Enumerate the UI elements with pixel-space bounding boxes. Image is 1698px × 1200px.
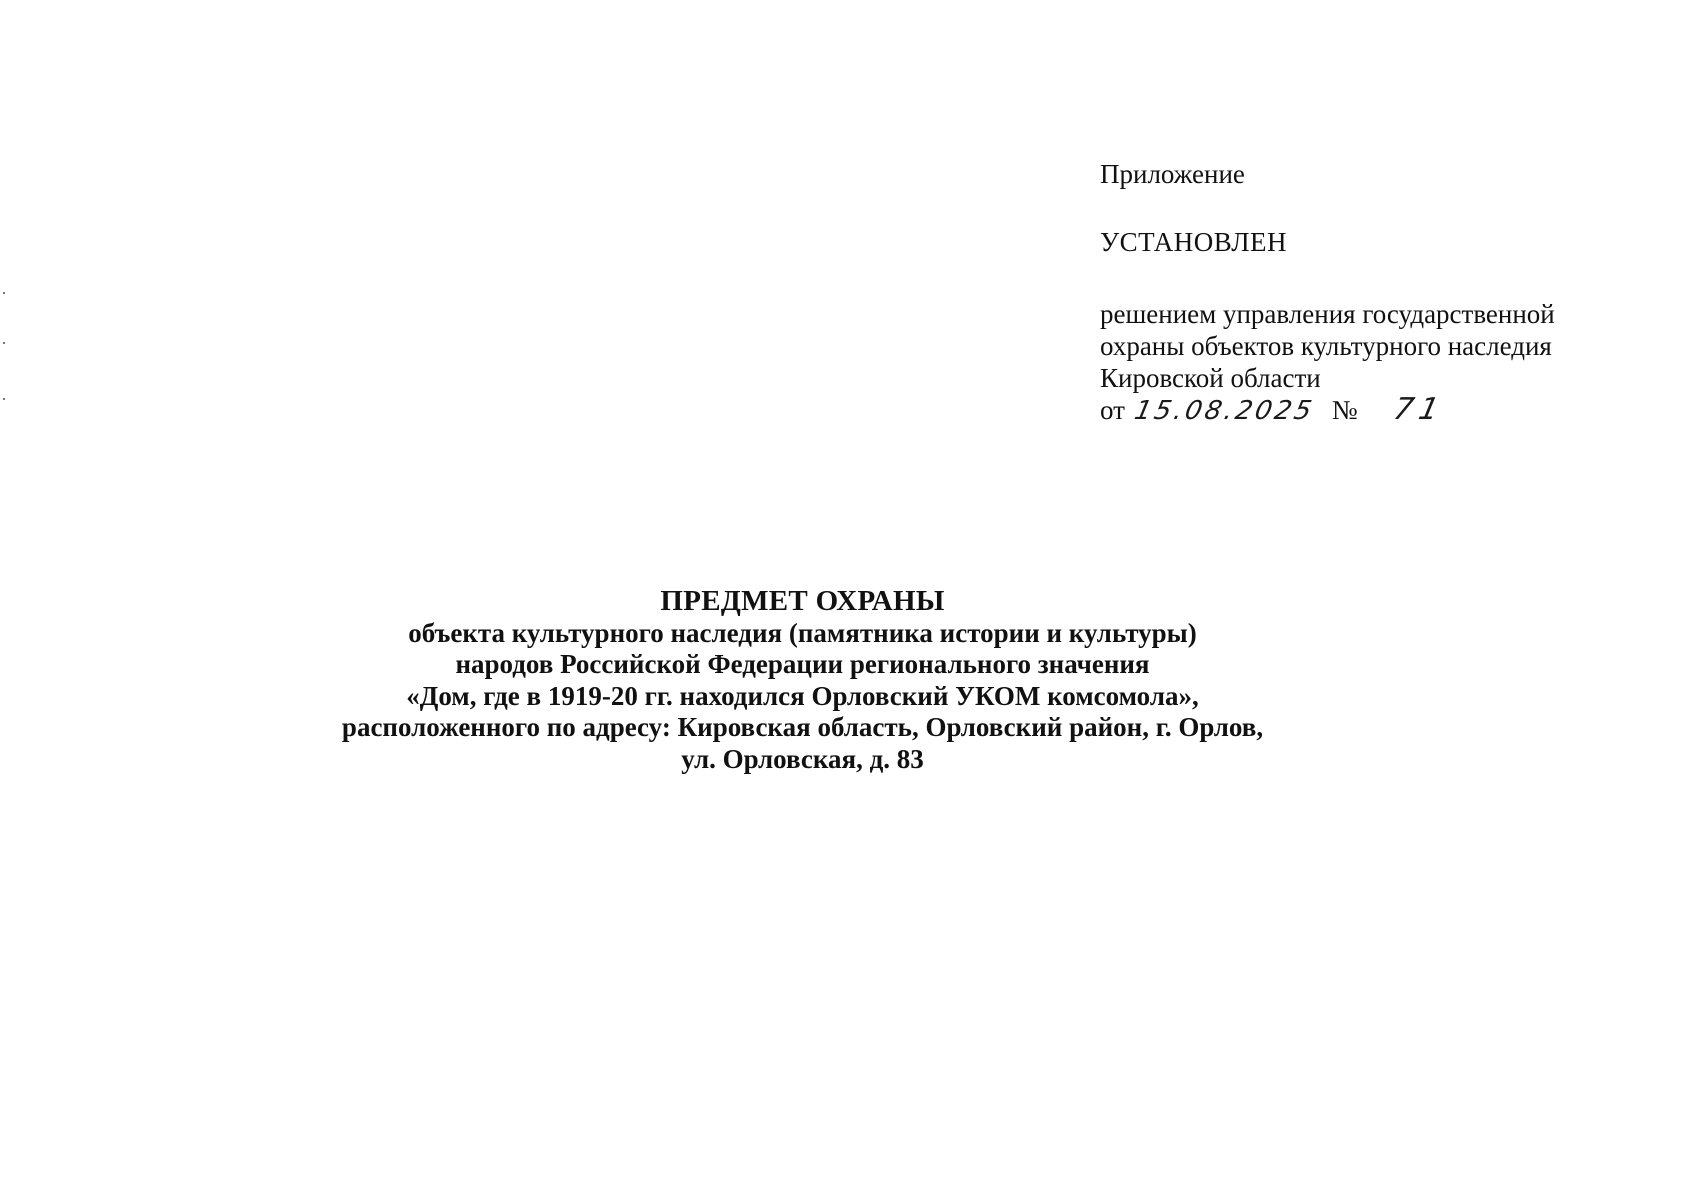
scan-artifact-dot: [3, 292, 5, 294]
title-line: «Дом, где в 1919-20 гг. находился Орловский УКОМ комсомола»,: [406, 680, 1199, 711]
authority-line: охраны объектов культурного наследия: [1100, 331, 1552, 361]
authority-line: решением управления государственной: [1100, 299, 1555, 329]
title-line: народов Российской Федерации регионального значения: [455, 649, 1150, 679]
authority-line: Кировской области: [1100, 363, 1321, 393]
date-prefix: от: [1100, 395, 1125, 425]
scan-artifact-dot: [3, 342, 5, 344]
handwritten-number: 71: [1389, 392, 1448, 427]
decision-date-number: [1100, 394, 1660, 427]
handwritten-date: 15.08.2025: [1131, 396, 1318, 426]
title-line: ул. Орловская, д. 83: [681, 743, 924, 774]
title-line: объекта культурного наследия (памятника истории и культуры): [408, 617, 1197, 648]
document-heading: ПРЕДМЕТ ОХРАНЫ: [660, 585, 945, 617]
appendix-label: Приложение: [1100, 159, 1245, 189]
title-line: расположенного по адресу: Кировская область, Орловский район, г. Орлов,: [341, 712, 1264, 742]
number-sign: №: [1331, 395, 1358, 425]
document-title-block: [200, 586, 1405, 775]
approval-authority: [1100, 298, 1660, 394]
established-label: УСТАНОВЛЕН: [1100, 227, 1288, 257]
scan-artifact-dot: [3, 398, 5, 400]
approval-stamp-block: [1100, 158, 1660, 427]
